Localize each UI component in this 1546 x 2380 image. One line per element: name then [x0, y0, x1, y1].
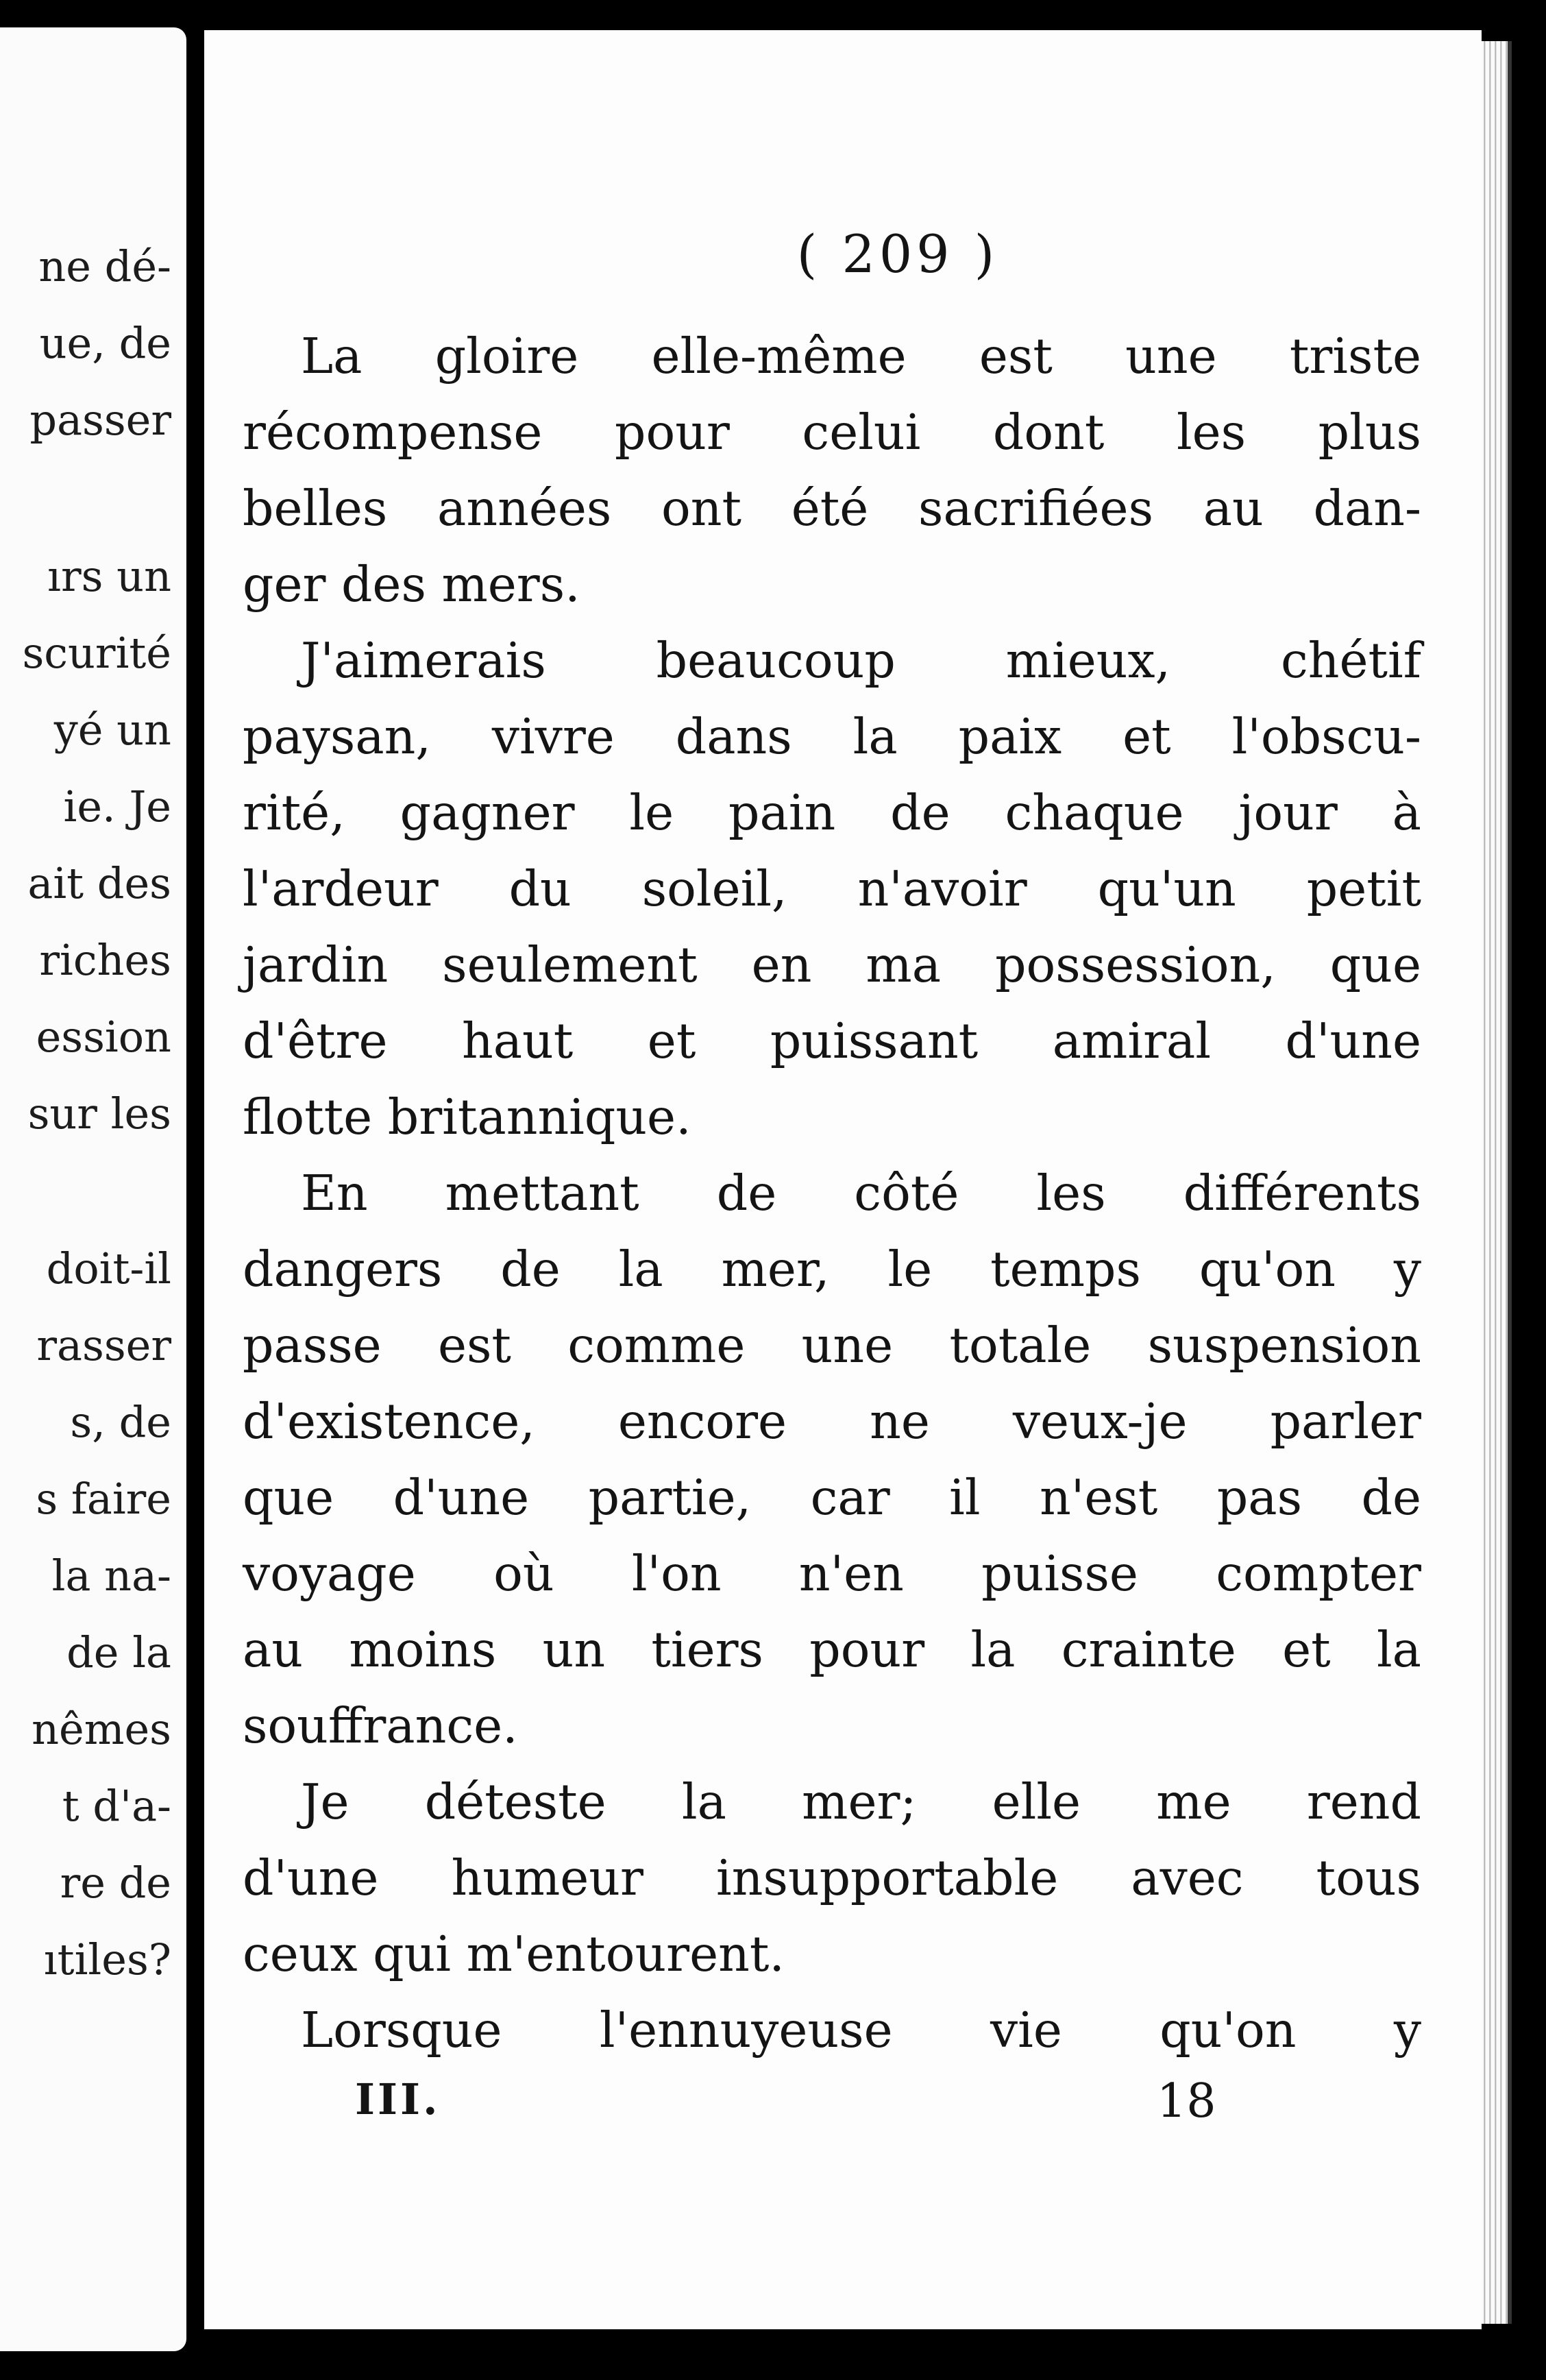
left-page-line: re de: [60, 1858, 171, 1908]
text-line: Je déteste la mer; elle me rend: [301, 1773, 1421, 1830]
text-line: ceux qui m'entourent.: [243, 1926, 785, 1982]
left-page-line: ne dé-: [38, 241, 171, 291]
text-line: l'ardeur du soleil, n'avoir qu'un petit: [243, 860, 1421, 917]
left-page-line: ait des: [27, 858, 171, 908]
left-page-line: nêmes: [32, 1704, 171, 1754]
text-line: belles années ont été sacrifiées au dan-: [243, 480, 1421, 537]
page-footer: [355, 2074, 1246, 2129]
left-page-line: t d'a-: [62, 1781, 171, 1831]
text-line: voyage où l'on n'en puisse compter: [243, 1545, 1421, 1602]
left-page-line: doit-il: [46, 1243, 171, 1294]
left-page-line: s, de: [70, 1397, 171, 1447]
text-line: ger des mers.: [243, 556, 580, 613]
text-line: jardin seulement en ma possession, que: [243, 936, 1421, 993]
left-page-line: la na-: [51, 1551, 171, 1601]
text-line: d'être haut et puissant amiral d'une: [243, 1012, 1421, 1069]
body-text: [243, 318, 1421, 2068]
text-line: Lorsque l'ennuyeuse vie qu'on y: [301, 2002, 1421, 2059]
left-page-line: rasser: [36, 1320, 171, 1370]
text-line: dangers de la mer, le temps qu'on y: [243, 1241, 1421, 1298]
left-page-line: passer: [29, 395, 171, 445]
text-line: passe est comme une totale suspension: [243, 1317, 1421, 1374]
left-page-line: ue, de: [39, 318, 171, 368]
page-number: ( 209 ): [796, 223, 999, 284]
left-page-line: ıtiles?: [43, 1934, 171, 1984]
text-line: que d'une partie, car il n'est pas de: [243, 1469, 1421, 1526]
left-page-line: ession: [36, 1012, 171, 1062]
text-line: d'existence, encore ne veux-je parler: [243, 1393, 1421, 1450]
text-line: au moins un tiers pour la crainte et la: [243, 1621, 1421, 1678]
previous-page-fragment: [0, 27, 186, 2351]
left-page-line: ırs un: [47, 551, 171, 601]
signature-mark: III.: [355, 2074, 441, 2124]
left-page-line: riches: [39, 935, 171, 985]
left-page-line: ie. Je: [63, 781, 171, 831]
text-line: La gloire elle-même est une triste: [301, 328, 1421, 385]
sheet-number: 18: [1157, 2074, 1216, 2128]
left-page-line: sur les: [27, 1089, 171, 1139]
left-page-line: s faire: [36, 1474, 171, 1524]
book-page: [204, 30, 1482, 2329]
text-line: J'aimerais beaucoup mieux, chétif: [301, 632, 1421, 689]
text-line: souffrance.: [243, 1697, 518, 1754]
text-line: paysan, vivre dans la paix et l'obscu-: [243, 708, 1421, 765]
text-line: d'une humeur insupportable avec tous: [243, 1849, 1421, 1906]
text-line: récompense pour celui dont les plus: [243, 404, 1421, 461]
left-page-line: de la: [66, 1627, 171, 1677]
text-line: rité, gagner le pain de chaque jour à: [243, 784, 1421, 841]
text-line: En mettant de côté les différents: [301, 1165, 1421, 1222]
text-line: flotte britannique.: [243, 1089, 691, 1145]
left-page-line: scurité: [22, 628, 171, 678]
left-page-line: yé un: [53, 705, 171, 755]
